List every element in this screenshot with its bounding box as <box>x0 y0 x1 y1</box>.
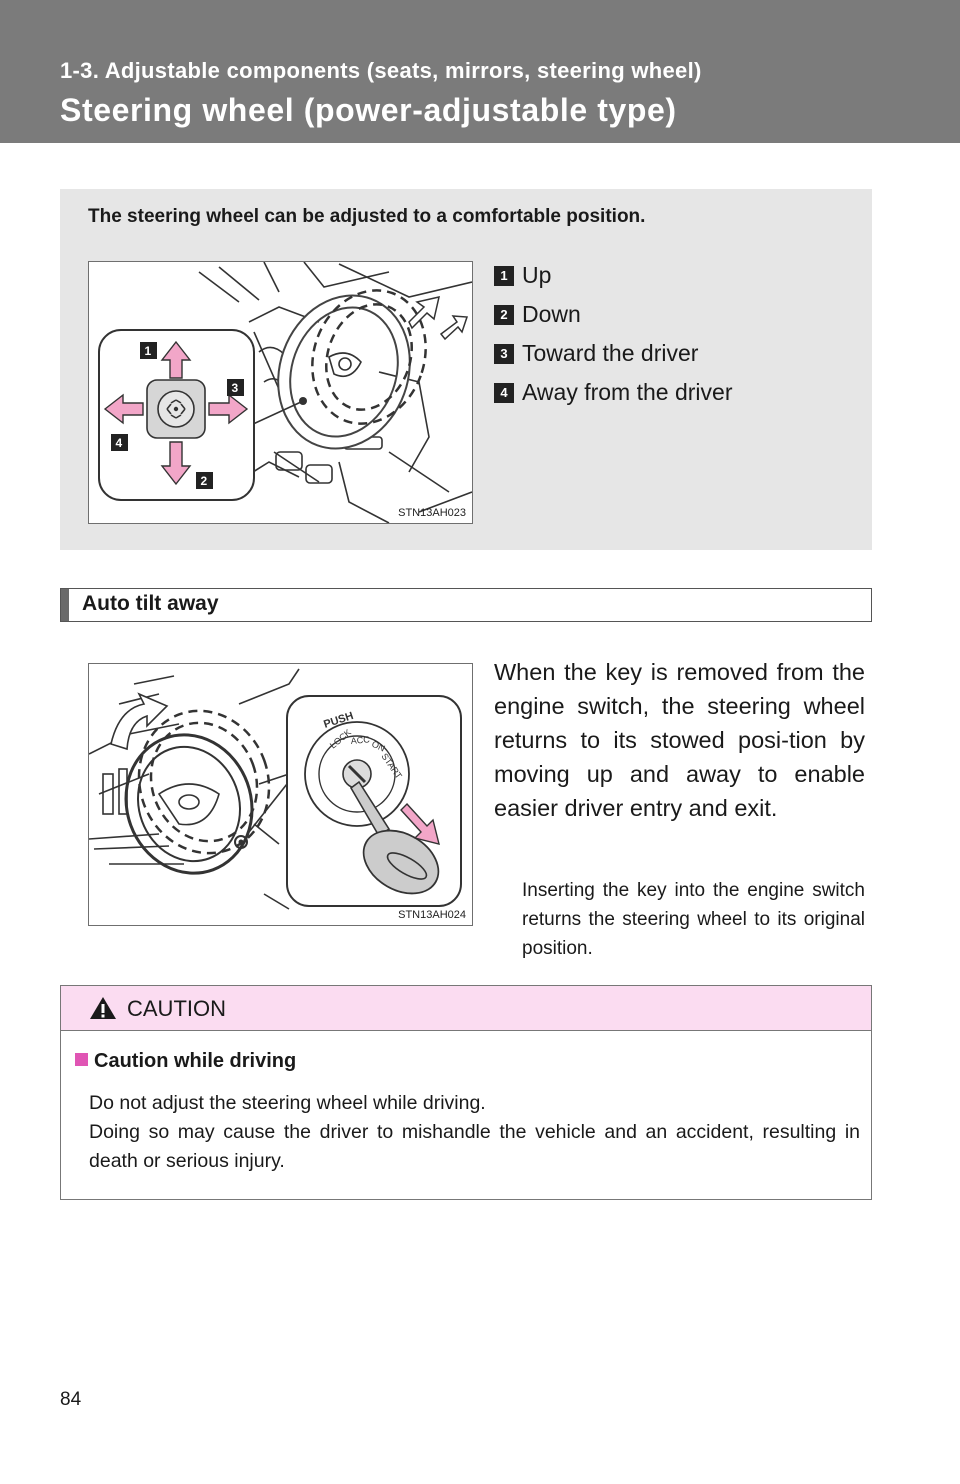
direction-label: Down <box>522 301 581 327</box>
label-acc: ACC <box>350 734 371 746</box>
direction-item <box>494 295 732 334</box>
figure-code: STN13AH023 <box>398 507 466 519</box>
steering-adjust-illustration <box>89 262 472 523</box>
number-badge: 4 <box>494 383 514 403</box>
section-label: 1-3. Adjustable components (seats, mirrors, steering wheel) <box>60 58 702 83</box>
number-badge: 3 <box>494 344 514 364</box>
caution-box <box>60 985 872 1200</box>
intro-text: The steering wheel can be adjusted to a comfortable position. <box>88 206 646 227</box>
figure-code: STN13AH024 <box>398 909 466 921</box>
auto-tilt-figure <box>88 663 473 926</box>
number-badge: 2 <box>494 305 514 325</box>
auto-tilt-description: When the key is removed from the engine switch, the steering wheel returns to its stowed posi-tion by moving up and away to enable easier driver entry and exit. <box>494 659 865 821</box>
fig-badge-4: 4 <box>115 436 123 450</box>
caution-title: CAUTION <box>127 996 226 1021</box>
label-start: START <box>379 751 404 781</box>
direction-item <box>494 373 732 412</box>
heading-bar <box>61 589 69 621</box>
caution-subtitle <box>75 1050 296 1073</box>
direction-label: Away from the driver <box>522 379 733 405</box>
fig-badge-2: 2 <box>200 474 208 488</box>
direction-label: Toward the driver <box>522 340 699 366</box>
page-number: 84 <box>60 1389 82 1410</box>
fig-badge-3: 3 <box>231 381 239 395</box>
steering-adjust-figure <box>88 261 473 524</box>
direction-list <box>494 256 732 412</box>
fig-badge-1: 1 <box>144 344 152 358</box>
caution-header <box>61 986 871 1031</box>
page-title: Steering wheel (power-adjustable type) <box>60 92 677 128</box>
number-badge: 1 <box>494 266 514 286</box>
caution-paragraph: Do not adjust the steering wheel while driving. <box>89 1092 486 1114</box>
auto-tilt-note: Inserting the key into the engine switch returns the steering wheel to its original position. <box>522 880 865 959</box>
subsection-heading <box>60 588 872 622</box>
label-on: ON <box>370 738 387 754</box>
caution-paragraph: Doing so may cause the driver to mishandle the vehicle and an accident, resulting in death or serious injury. <box>89 1121 860 1172</box>
page-header <box>0 0 960 143</box>
subsection-title: Auto tilt away <box>82 592 219 615</box>
auto-tilt-illustration <box>89 664 472 925</box>
direction-label: Up <box>522 262 552 288</box>
caution-subtitle-text: Caution while driving <box>94 1050 297 1072</box>
bullet-square-icon <box>75 1053 88 1066</box>
label-push: PUSH <box>322 709 355 731</box>
direction-item <box>494 334 732 373</box>
warning-icon <box>89 996 117 1020</box>
label-lock: LOCK <box>327 727 354 751</box>
direction-item <box>494 256 732 295</box>
